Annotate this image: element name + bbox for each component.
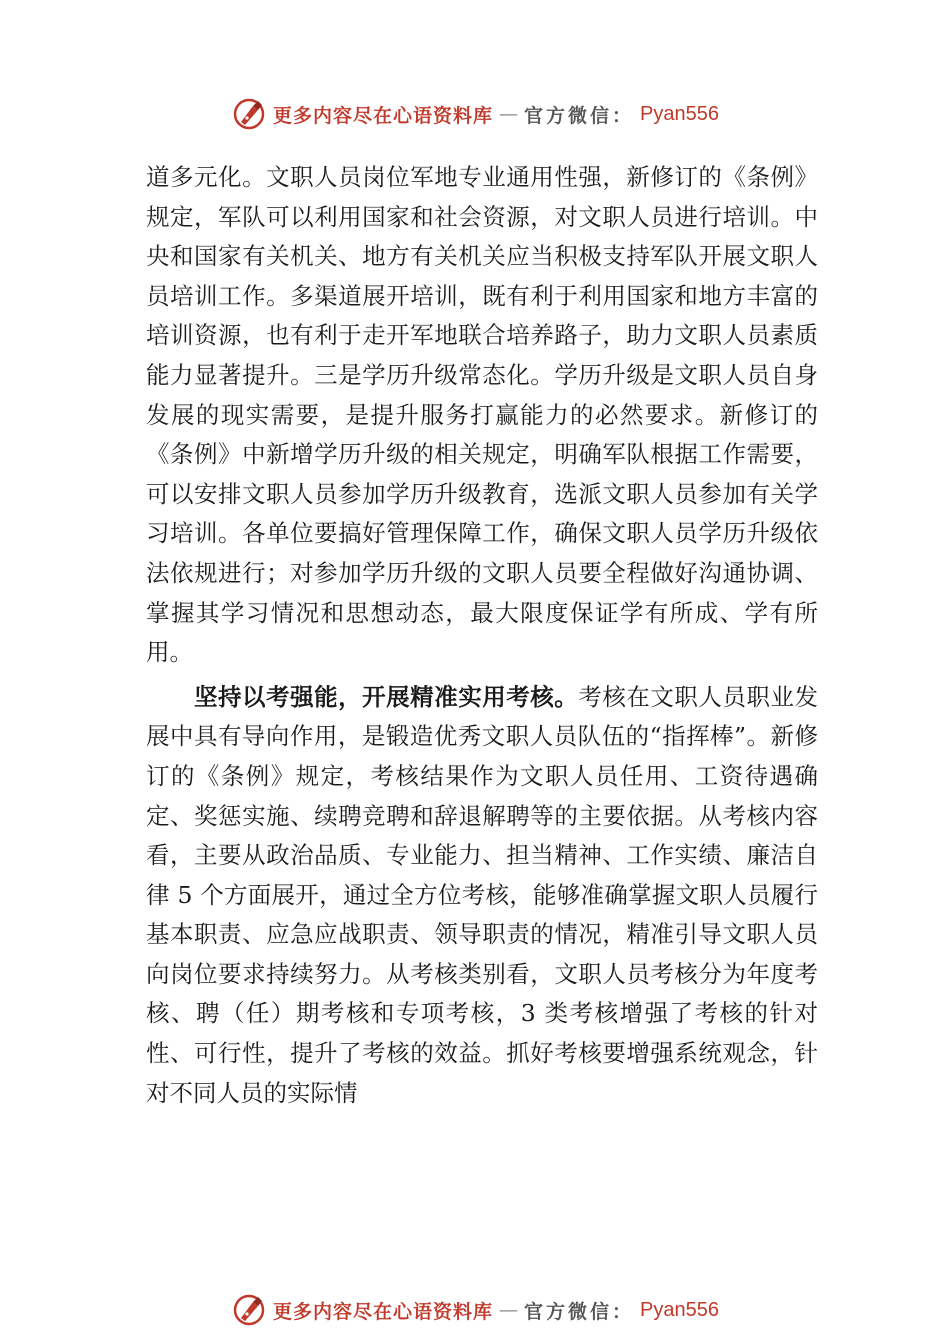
header-banner [0,94,950,134]
header-separator: — [499,103,519,125]
header-wechat-label: 官方微信： [524,104,635,127]
footer-account-id: Pyan556 [640,1298,719,1321]
body-paragraph-1: 道多元化。文职人员岗位军地专业通用性强，新修订的《条例》规定，军队可以利用国家和社会资源，对文职人员进行培训。中央和国家有关机关、地方有关机关应当积极支持军队开展文职人员培训工作。多渠道展开培训，既有利于利用国家和地方丰富的培训资源，也有利于走开军地联合培养路子，助力文职人员素质能力显著提升。三是学历升级常态化。学历升级是文职人员自身发展的现实需要，是提升服务打赢能力的必然要求。新修订的《条例》中新增学历升级的相关规定，明确军队根据工作需要，可以安排文职人员参加学历升级教育，选派文职人员参加有关学习培训。各单位要搞好管理保障工作，确保文职人员学历升级依法依规进行；对参加学历升级的文职人员要全程做好沟通协调、掌握其学习情况和思想动态，最大限度保证学有所成、学有所用。 [146,163,818,667]
document-body [146,158,818,1113]
paragraph-2-lead-heading: 坚持以考强能，开展精准实用考核。 [194,682,579,711]
paragraph-2-text: 考核在文职人员职业发展中具有导向作用，是锻造优秀文职人员队伍的“指挥棒”。新修订的《条例》规定，考核结果作为文职人员任用、工资待遇确定、奖惩实施、续聘竞聘和辞退解聘等的主要依据。从考核内容看，主要从政治品质、专业能力、担当精神、工作实绩、廉洁自律 5 个方面展开，通过全方位考核，能够准确掌握文职人员履行基本职责、应急应战职责、领导职责的情况，精准引导文职人员向岗位要求持续努力。从考核类别看，文职人员考核分为年度考核、聘（任）期考核和专项考核，3 类考核增强了考核的针对性、可行性，提升了考核的效益。抓好考核要增强系统观念，针对不同人员的实际情 [146,682,819,1107]
footer-banner [0,1290,950,1330]
pen-nib-logo-icon [231,1292,267,1328]
pen-nib-logo-icon [231,96,267,132]
header-account-id: Pyan556 [640,102,719,125]
footer-separator: — [499,1299,519,1321]
body-paragraph-2 [146,678,818,1114]
footer-wechat-label: 官方微信： [524,1300,635,1323]
footer-brand-text: 更多内容尽在心语资料库 [273,1300,494,1323]
header-brand-text: 更多内容尽在心语资料库 [273,104,494,127]
